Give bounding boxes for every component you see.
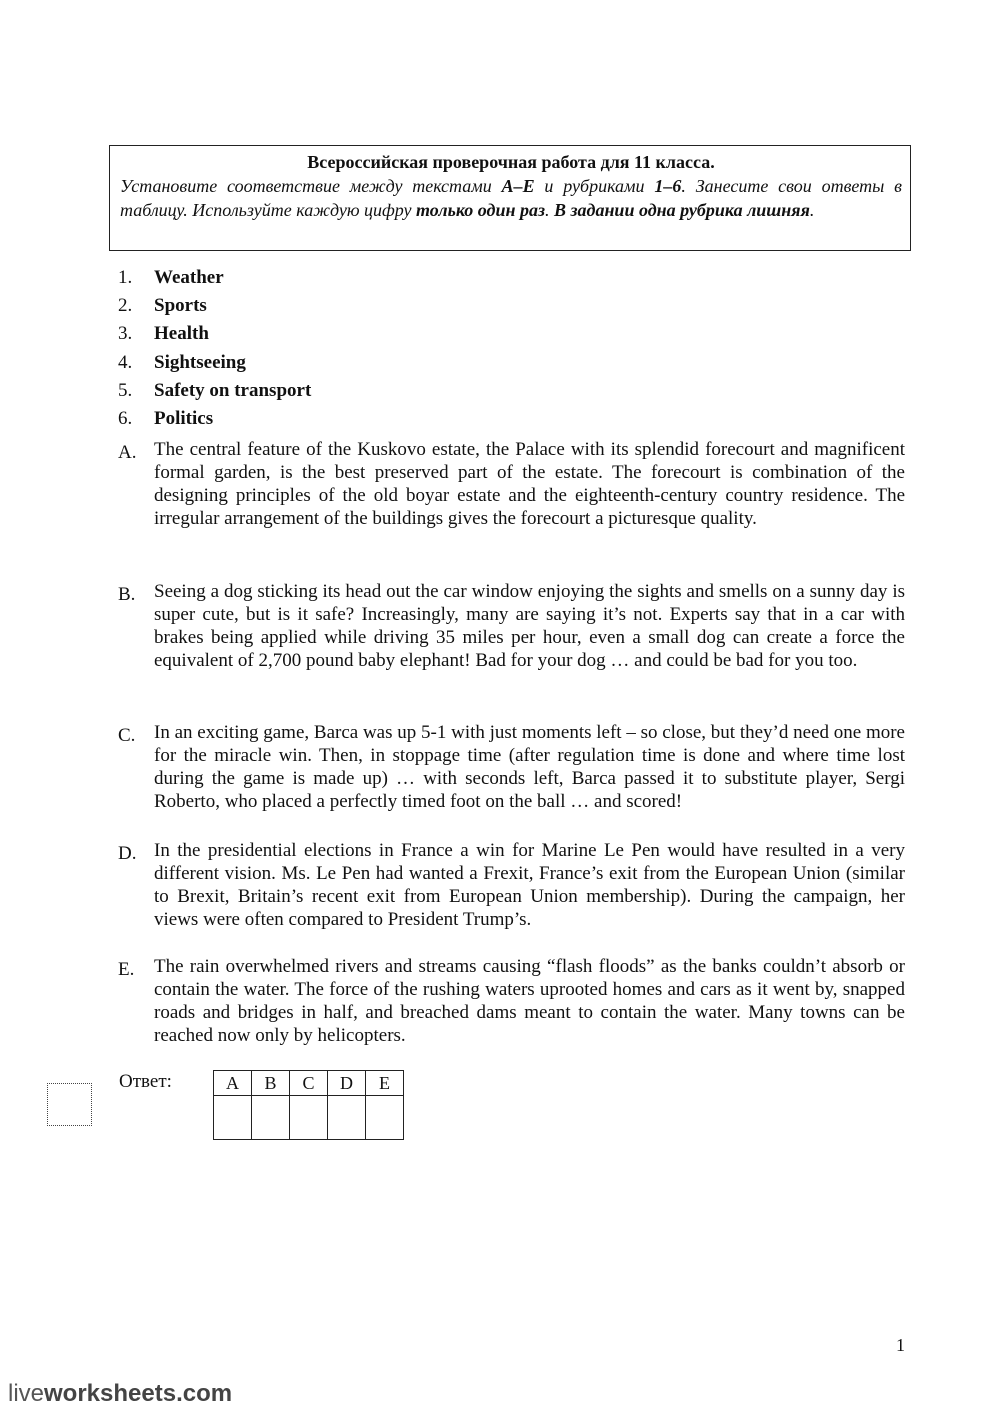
- text-item-e: E. The rain overwhelmed rivers and streams causing “flash floods” as the banks couldn’t absorb or contain the water. The force of the rushing waters uprooted homes and cars as it went by, snapped roads and bridges in half, and breached dams meant to contain the water. Many towns can be reached now only by helicopters.: [118, 956, 905, 1046]
- rubric-item: 1. Weather: [118, 267, 224, 288]
- rubric-item: 2. Sports: [118, 295, 207, 316]
- answer-table: [213, 1070, 404, 1140]
- answer-header-d: D: [328, 1071, 366, 1096]
- text-item-b: B. Seeing a dog sticking its head out the car window enjoying the sights and smells on a sunny day is super cute, but is it safe? Increasingly, many are saying it’s not. Experts say that in a car with brakes being applied while driving 35 miles per hour, even a small dog can create a force the equivalent of 2,700 pound baby elephant! Bad for your dog … and could be bad for you too.: [118, 581, 905, 671]
- answer-header-a: A: [214, 1071, 252, 1096]
- rubric-item: 4. Sightseeing: [118, 352, 246, 373]
- answer-mark-box: [47, 1083, 92, 1126]
- answer-cell-b[interactable]: [252, 1096, 290, 1140]
- text-item-c: C. In an exciting game, Barca was up 5-1 with just moments left – so close, but they’d need one more for the miracle win. Then, in stoppage time (after regulation time is done and where time lost during the game is made up) … with seconds left, Barca passed it to substitute player, Sergi Roberto, who placed a perfectly timed foot on the ball … and scored!: [118, 722, 905, 812]
- answer-cell-a[interactable]: [214, 1096, 252, 1140]
- page-number: 1: [896, 1335, 905, 1355]
- rubric-item: 5. Safety on transport: [118, 380, 312, 401]
- task-instructions: Установите соответствие между текстами A–E и рубриками 1–6. Занесите свои ответы в таблицу. Используйте каждую цифру только один раз. В задании одна рубрика лишняя.: [120, 176, 902, 220]
- answer-header-e: E: [366, 1071, 404, 1096]
- answer-label: Ответ:: [119, 1071, 172, 1092]
- answer-header-c: C: [290, 1071, 328, 1096]
- text-item-d: D. In the presidential elections in France a win for Marine Le Pen would have resulted in a very different vision. Ms. Le Pen had wanted a Frexit, France’s exit from the European Union (similar to Brexit, Britain’s recent exit from European Union membership). During the campaign, her views were often compared to President Trump’s.: [118, 840, 905, 930]
- text-item-a: A. The central feature of the Kuskovo estate, the Palace with its splendid forecourt and magnificent formal garden, is the best preserved part of the estate. The forecourt is combination of the designing principles of the old boyar estate and the eighteenth-century country residence. The irregular arrangement of the buildings gives the forecourt a picturesque quality.: [118, 439, 905, 529]
- rubric-item: 3. Health: [118, 323, 209, 344]
- rubric-item: 6. Politics: [118, 408, 214, 429]
- answer-cell-e[interactable]: [366, 1096, 404, 1140]
- task-title: Всероссийская проверочная работа для 11 класса.: [307, 152, 715, 172]
- liveworksheets-logo[interactable]: liveworksheets.com: [8, 1380, 233, 1407]
- answer-cell-c[interactable]: [290, 1096, 328, 1140]
- answer-cell-d[interactable]: [328, 1096, 366, 1140]
- task-instruction-box: [109, 145, 911, 251]
- answer-header-b: B: [252, 1071, 290, 1096]
